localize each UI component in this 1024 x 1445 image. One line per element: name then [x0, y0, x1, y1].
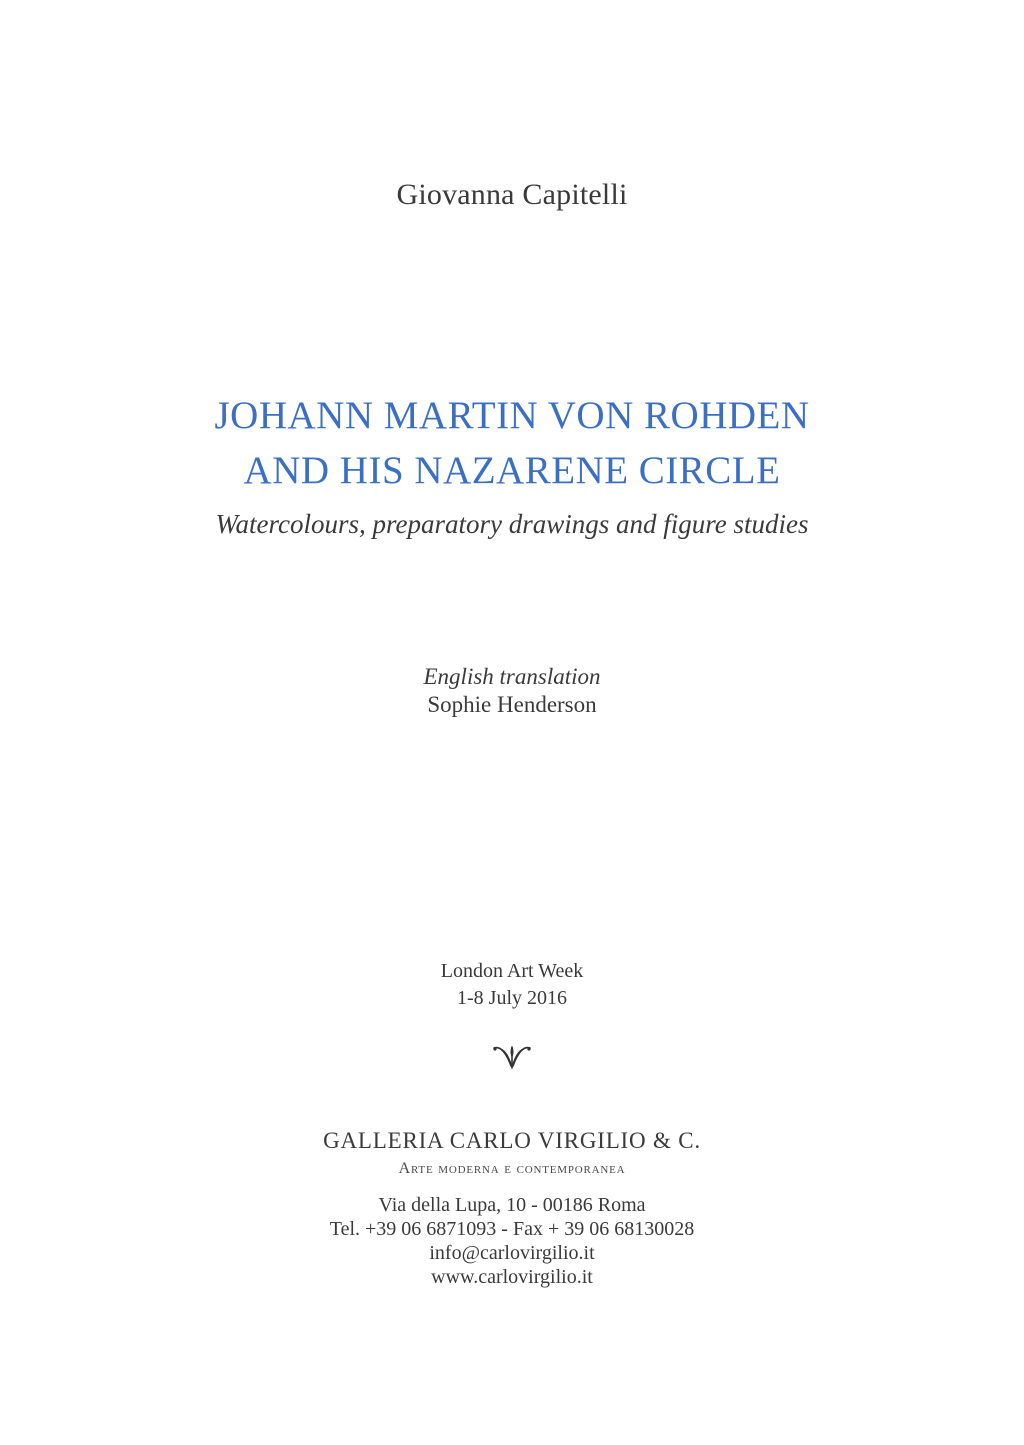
translation-label: English translation [423, 664, 601, 689]
gallery-website: www.carlovirgilio.it [431, 1266, 593, 1288]
gallery-tagline: Arte moderna e contemporanea [398, 1160, 626, 1177]
fleuron-ornament-icon [492, 1044, 532, 1072]
event-name: London Art Week [440, 960, 584, 982]
title-line-2: AND HIS NAZARENE CIRCLE [243, 449, 781, 492]
gallery-address: Via della Lupa, 10 - 00186 Roma [378, 1194, 646, 1216]
gallery-email: info@carlovirgilio.it [429, 1242, 595, 1264]
gallery-name: GALLERIA CARLO VIRGILIO & C. [323, 1128, 701, 1153]
author-name: Giovanna Capitelli [396, 178, 628, 211]
event-dates: 1-8 July 2016 [457, 987, 567, 1009]
translator-name: Sophie Henderson [427, 692, 597, 717]
title-line-1: JOHANN MARTIN VON ROHDEN [214, 394, 810, 437]
gallery-phone-fax: Tel. +39 06 6871093 - Fax + 39 06 68130028 [329, 1218, 695, 1240]
subtitle: Watercolours, preparatory drawings and figure studies [215, 509, 809, 539]
